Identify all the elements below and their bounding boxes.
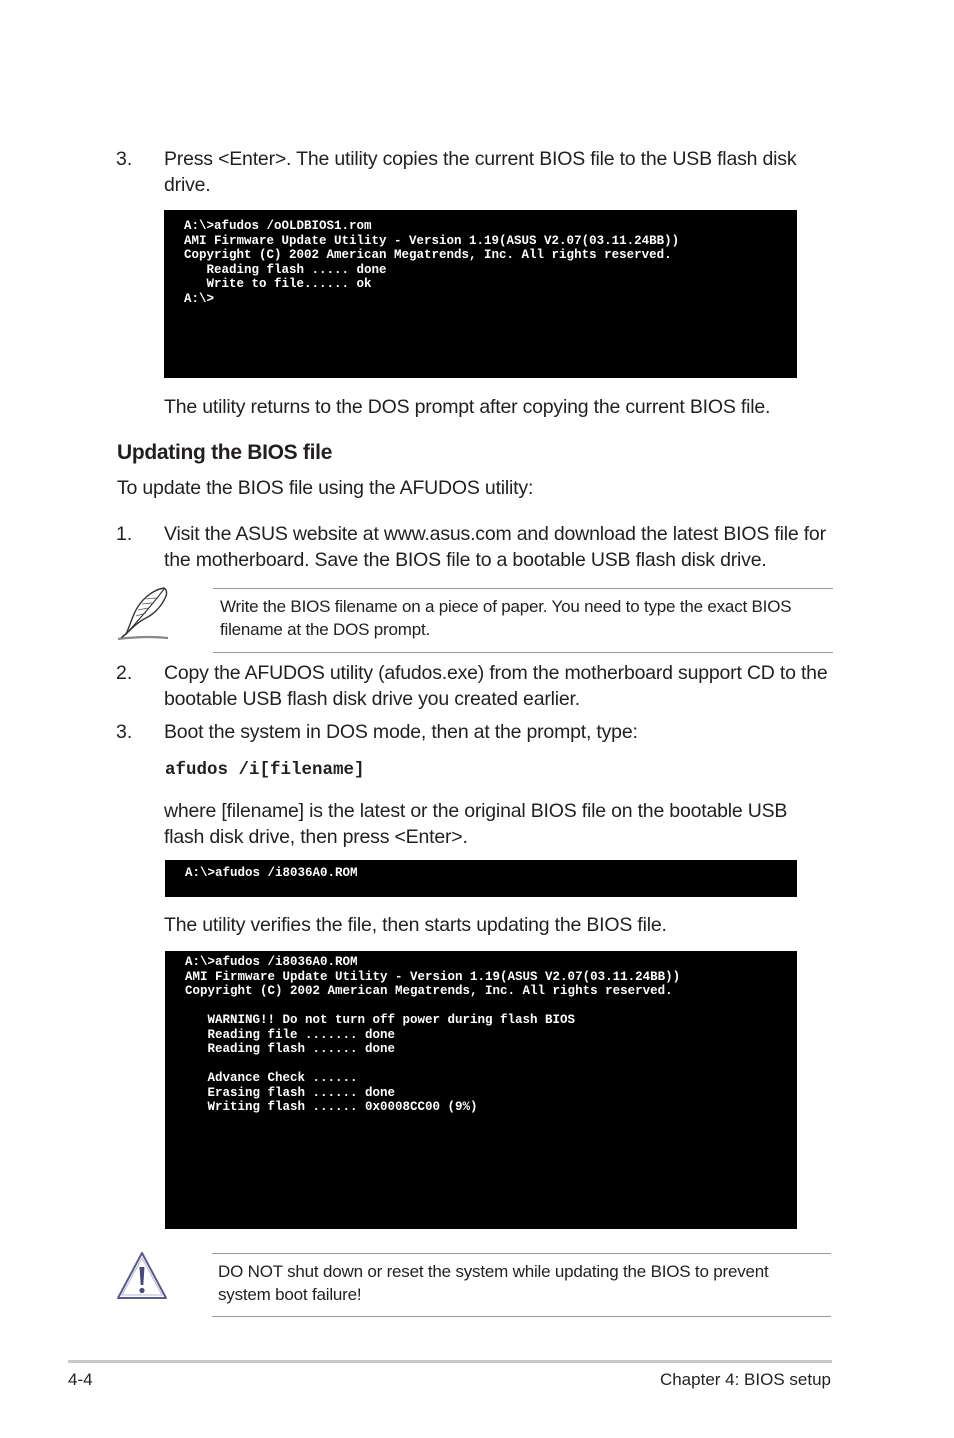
terminal-line: Copyright (C) 2002 American Megatrends, Inc. All rights reserved. xyxy=(185,984,673,998)
step-text: Visit the ASUS website at www.asus.com and download the latest BIOS file for the motherboard. Save the BIOS file to a bootable USB flash disk drive. xyxy=(164,523,826,571)
paragraph: where [filename] is the latest or the original BIOS file on the bootable USB flash disk drive, then press <Enter>. xyxy=(164,800,788,848)
step-text: Press <Enter>. The utility copies the current BIOS file to the USB flash disk drive. xyxy=(164,148,797,196)
terminal-output-backup xyxy=(164,210,797,378)
section-heading: Updating the BIOS file xyxy=(117,441,333,464)
terminal-line: Reading flash ...... done xyxy=(185,1042,396,1056)
terminal-line: A:\>afudos /oOLDBIOS1.rom xyxy=(184,219,372,233)
terminal-line: A:\> xyxy=(184,291,215,306)
terminal-line: Erasing flash ...... done xyxy=(185,1085,396,1100)
terminal-line: A:\>afudos /i8036A0.ROM xyxy=(185,866,358,880)
feather-pen-icon xyxy=(114,584,174,642)
paragraph: The utility returns to the DOS prompt after copying the current BIOS file. xyxy=(164,396,771,418)
terminal-line: Reading flash ..... done xyxy=(184,262,387,277)
step-text: Boot the system in DOS mode, then at the prompt, type: xyxy=(164,721,638,743)
page-number: 4-4 xyxy=(68,1370,93,1389)
terminal-line: WARNING!! Do not turn off power during flash BIOS xyxy=(185,1013,576,1027)
step-number: 2. xyxy=(116,662,133,684)
note-text: Write the BIOS filename on a piece of paper. You need to type the exact BIOS filename at the DOS prompt. xyxy=(220,597,792,639)
warning-triangle-icon xyxy=(115,1250,169,1302)
command-text: afudos /i[filename] xyxy=(165,760,365,780)
terminal-command xyxy=(165,860,797,897)
terminal-line: AMI Firmware Update Utility - Version 1.19(ASUS V2.07(03.11.24BB)) xyxy=(184,233,680,248)
terminal-line: Advance Check ...... xyxy=(185,1071,358,1085)
terminal-line: Reading file ....... done xyxy=(185,1027,396,1042)
terminal-line: Copyright (C) 2002 American Megatrends, Inc. All rights reserved. xyxy=(184,248,672,262)
footer-divider xyxy=(68,1360,832,1363)
terminal-line: Write to file...... ok xyxy=(184,277,372,291)
terminal-output-update xyxy=(165,951,797,1229)
terminal-line xyxy=(185,999,680,1014)
warning-box xyxy=(212,1253,831,1317)
warning-text: DO NOT shut down or reset the system while updating the BIOS to prevent system boot failure! xyxy=(218,1262,769,1304)
terminal-line: Writing flash ...... 0x0008CC00 (9%) xyxy=(185,1100,478,1114)
paragraph: To update the BIOS file using the AFUDOS utility: xyxy=(117,477,534,499)
paragraph: The utility verifies the file, then starts updating the BIOS file. xyxy=(164,914,667,936)
terminal-line: A:\>afudos /i8036A0.ROM xyxy=(185,955,358,969)
chapter-title: Chapter 4: BIOS setup xyxy=(659,1370,831,1389)
step-text: Copy the AFUDOS utility (afudos.exe) from the motherboard support CD to the bootable USB flash disk drive you created earlier. xyxy=(164,662,828,710)
step-number: 3. xyxy=(116,148,133,170)
terminal-line xyxy=(185,1057,680,1072)
step-number: 3. xyxy=(116,721,133,743)
step-number: 1. xyxy=(116,523,133,545)
terminal-line: AMI Firmware Update Utility - Version 1.19(ASUS V2.07(03.11.24BB)) xyxy=(185,969,681,984)
note-box xyxy=(213,588,833,653)
